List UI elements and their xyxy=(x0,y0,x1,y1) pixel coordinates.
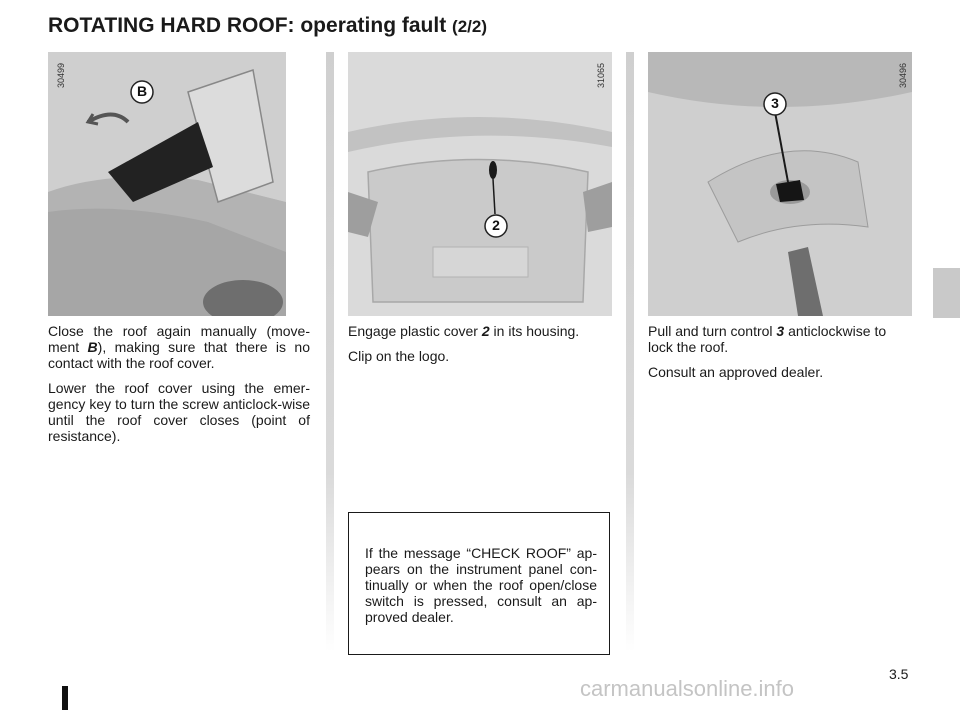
column-divider xyxy=(326,52,334,652)
watermark: carmanualsonline.info xyxy=(580,676,795,701)
column-right-text xyxy=(648,323,912,389)
note-box xyxy=(348,512,610,655)
title-main: ROTATING HARD ROOF: operating fault xyxy=(48,14,453,37)
left-paragraph-1: Close the roof again manually (move-ment B), making sure that there is no contact with the roof cover. xyxy=(48,323,311,371)
right-paragraph-1: Pull and turn control 3 anticlockwise to lock the roof. xyxy=(648,323,887,355)
rear-boot-illustration xyxy=(348,52,612,316)
column-left-text xyxy=(48,323,310,453)
ref-3: 3 xyxy=(776,323,785,339)
figure-ref-number: 31065 xyxy=(596,62,606,88)
roof-control-illustration xyxy=(648,52,912,316)
callout-b: B xyxy=(136,83,148,99)
middle-paragraph-1: Engage plastic cover 2 in its housing. xyxy=(348,323,580,339)
chapter-side-tab xyxy=(933,268,960,318)
figure-roof-opening xyxy=(48,52,286,316)
figure-roof-control xyxy=(648,52,912,316)
column-divider xyxy=(626,52,634,652)
callout-3: 3 xyxy=(771,95,779,111)
page-title xyxy=(48,14,487,38)
right-paragraph-2: Consult an approved dealer. xyxy=(648,364,824,380)
left-paragraph-2: Lower the roof cover using the emer-gency key to turn the screw anticlock-wise until the roof cover closes (point of resistance). xyxy=(48,380,310,444)
ref-2: 2 xyxy=(481,323,490,339)
ref-b: B xyxy=(87,339,98,355)
column-middle-text xyxy=(348,323,610,373)
title-part-indicator: (2/2) xyxy=(452,17,487,36)
roof-opening-illustration xyxy=(48,52,286,316)
middle-paragraph-2: Clip on the logo. xyxy=(348,348,450,364)
note-text: If the message “CHECK ROOF” ap-pears on the instrument panel con-tinually or when the roof open/close switch is pressed, consult an ap-proved dealer. xyxy=(365,545,597,625)
figure-ref-number: 30496 xyxy=(898,62,908,88)
page-number: 3.5 xyxy=(889,666,909,682)
bottom-marker xyxy=(62,686,68,710)
figure-rear-boot xyxy=(348,52,612,316)
callout-2: 2 xyxy=(492,217,500,233)
figure-ref-number: 30499 xyxy=(56,62,66,88)
